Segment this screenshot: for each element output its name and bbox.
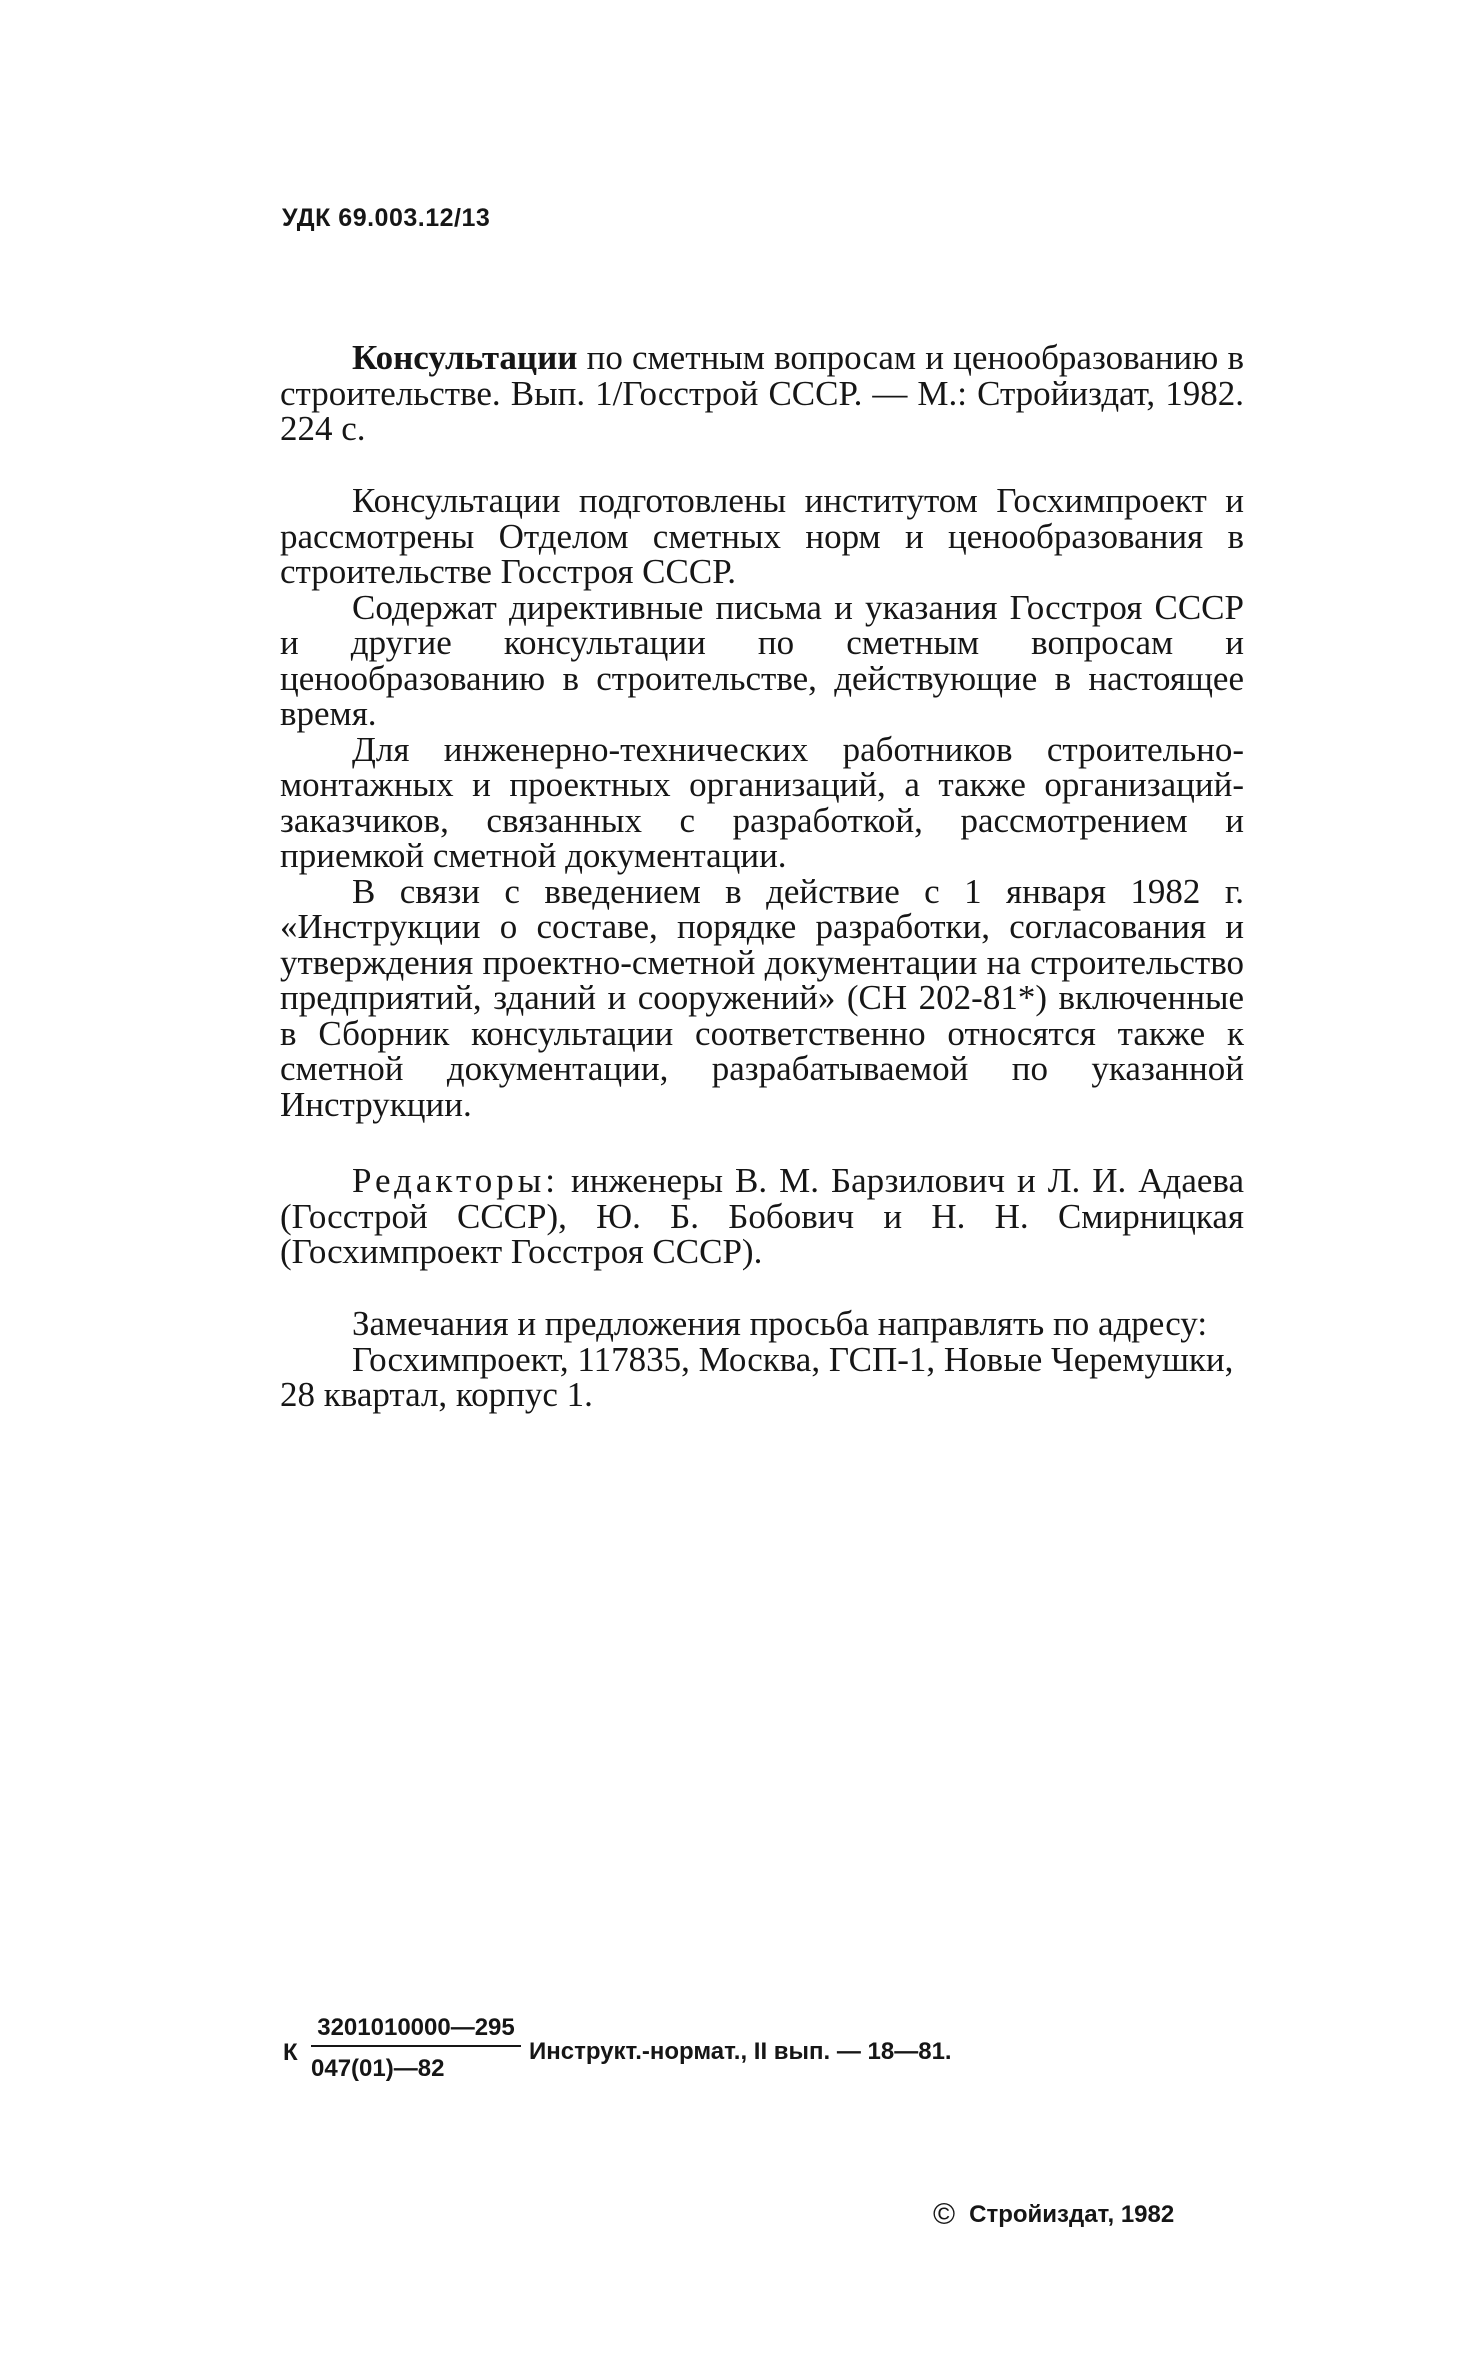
editors-block: [280, 1163, 1244, 1270]
index-description: Инструкт.-нормат., II вып. — 18—81.: [529, 2038, 952, 2065]
editors-paragraph: [280, 1163, 1244, 1270]
annotation-paragraph: Содержат директивные письма и указания Госстроя СССР и другие консультации по сметным вопросам и ценообразованию в строительстве, действующие в настоящее время.: [280, 587, 1244, 733]
copyright-icon: ©: [933, 2198, 956, 2231]
index-numerator: 3201010000—295: [311, 2014, 521, 2047]
editors-names: инженеры В. М. Барзилович и Л. И. Адаева (Госстрой СССР), Ю. Б. Бобович и Н. Н. Смирницкая (Госхимпроект Госстроя СССР).: [280, 1161, 1244, 1271]
publication-index-code: [283, 2014, 1183, 2104]
feedback-request: Замечания и предложения просьба направлять по адресу:: [352, 1304, 1208, 1343]
index-denominator: 047(01)—82: [311, 2055, 445, 2082]
bibliographic-entry: [280, 340, 1244, 447]
bibliographic-title: Консультации: [352, 338, 578, 377]
copyright-text: Стройиздат, 1982: [969, 2201, 1175, 2228]
index-fraction: [311, 2014, 521, 2083]
index-prefix: К: [283, 2039, 298, 2066]
bibliographic-description: [280, 340, 1244, 447]
feedback-block: [280, 1306, 1244, 1413]
annotation-paragraph: Для инженерно-технических работников строительно-монтажных и проектных организаций, а также организаций-заказчиков, связанных с разработкой, рассмотрением и приемкой сметной документации.: [280, 729, 1244, 875]
bibliographic-details: по сметным вопросам и ценообразованию в строительстве. Вып. 1/Госстрой СССР. — М.: Стройиздат, 1982. 224 с.: [280, 338, 1244, 448]
udc-code: УДК 69.003.12/13: [282, 204, 491, 232]
editors-label: Редакторы:: [352, 1161, 560, 1200]
feedback-address: Госхимпроект, 117835, Москва, ГСП-1, Новые Черемушки, 28 квартал, корпус 1.: [280, 1339, 1234, 1414]
annotation-paragraph: Консультации подготовлены институтом Госхимпроект и рассмотрены Отделом сметных норм и ценообразования в строительстве Госстроя СССР.: [280, 481, 1244, 591]
annotation-paragraph: В связи с введением в действие с 1 января 1982 г. «Инструкции о составе, порядке разработки, согласования и утверждения проектно-сметной документации на строительство предприятий, зданий и сооружений» (СН 202-81*) включенные в Сборник консультации соответственно относятся также к сметной документации, разрабатываемой по указанной Инструкции.: [280, 871, 1244, 1124]
annotation: [280, 483, 1244, 1122]
copyright-line: [933, 2198, 1174, 2232]
